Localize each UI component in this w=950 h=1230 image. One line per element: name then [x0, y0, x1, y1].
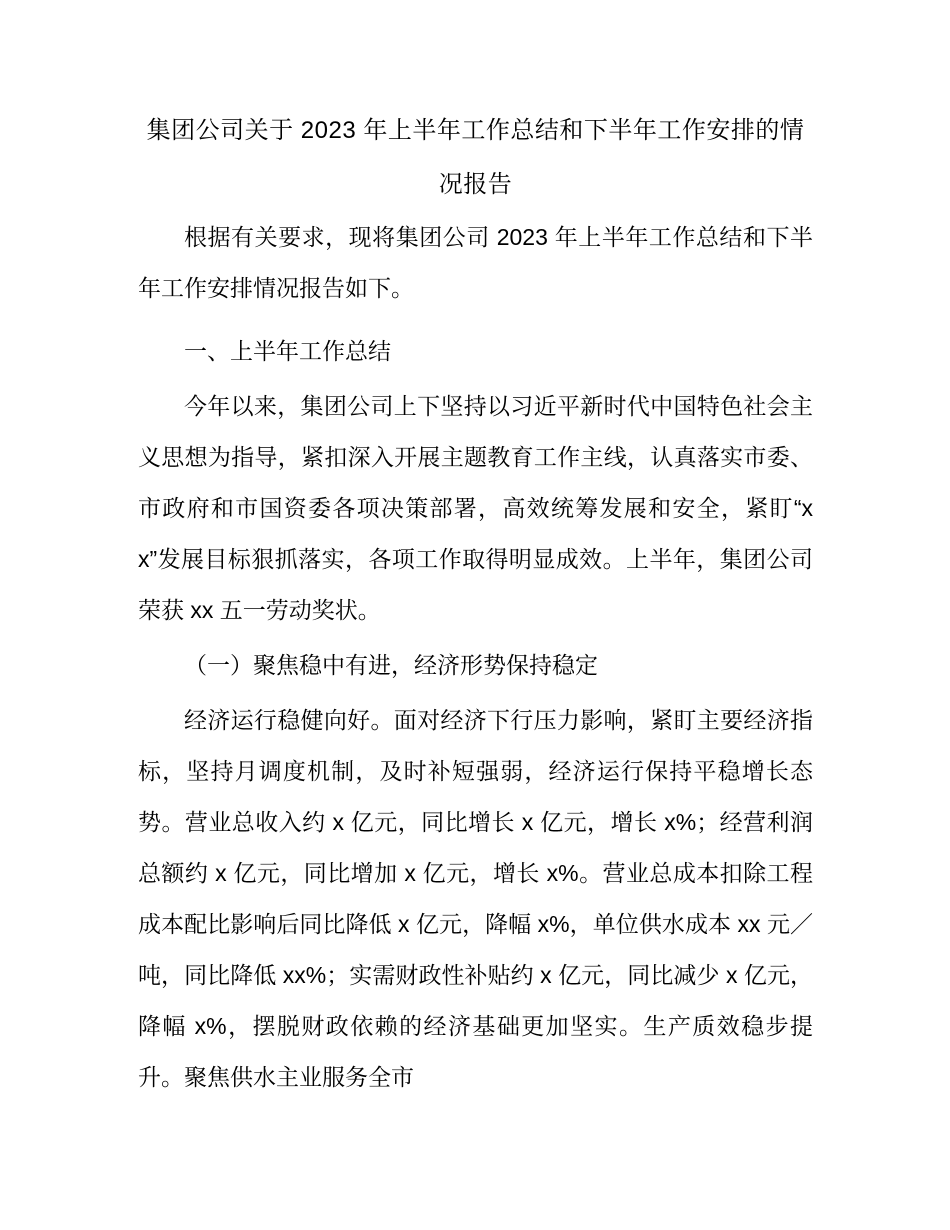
section-1-paragraph: 今年以来，集团公司上下坚持以习近平新时代中国特色社会主义思想为指导，紧扣深入开展主题教育工作主线，认真落实市委、市政府和市国资委各项决策部署，高效统筹发展和安全，紧盯“xx”发展目标狠抓落实，各项工作取得明显成效。上半年，集团公司荣获 xx 五一劳动奖状。: [138, 393, 813, 623]
intro-paragraph: 根据有关要求，现将集团公司 2023 年上半年工作总结和下半年工作安排情况报告如下。: [138, 224, 813, 301]
subsection-1-paragraph: 经济运行稳健向好。面对经济下行压力影响，紧盯主要经济指标，坚持月调度机制，及时补短强弱，经济运行保持平稳增长态势。营业总收入约 x 亿元，同比增长 x 亿元，增长 x%；经营利润总额约 x 亿元，同比增加 x 亿元，增长 x%。营业总成本扣除工程成本配比影响后同比降低 x 亿元，降幅 x%，单位供水成本 xx 元／吨，同比降低 xx%；实需财政性补贴约 x 亿元，同比减少 x 亿元，降幅 x%，摆脱财政依赖的经济基础更加坚实。生产质效稳步提升。聚焦供水主业服务全市: [138, 707, 813, 1090]
document-title: 集团公司关于 2023 年上半年工作总结和下半年工作安排的情况报告: [146, 117, 805, 198]
subsection-1-heading: （一）聚焦稳中有进，经济形势保持稳定: [184, 652, 598, 678]
section-1-heading: 一、上半年工作总结: [184, 338, 391, 364]
